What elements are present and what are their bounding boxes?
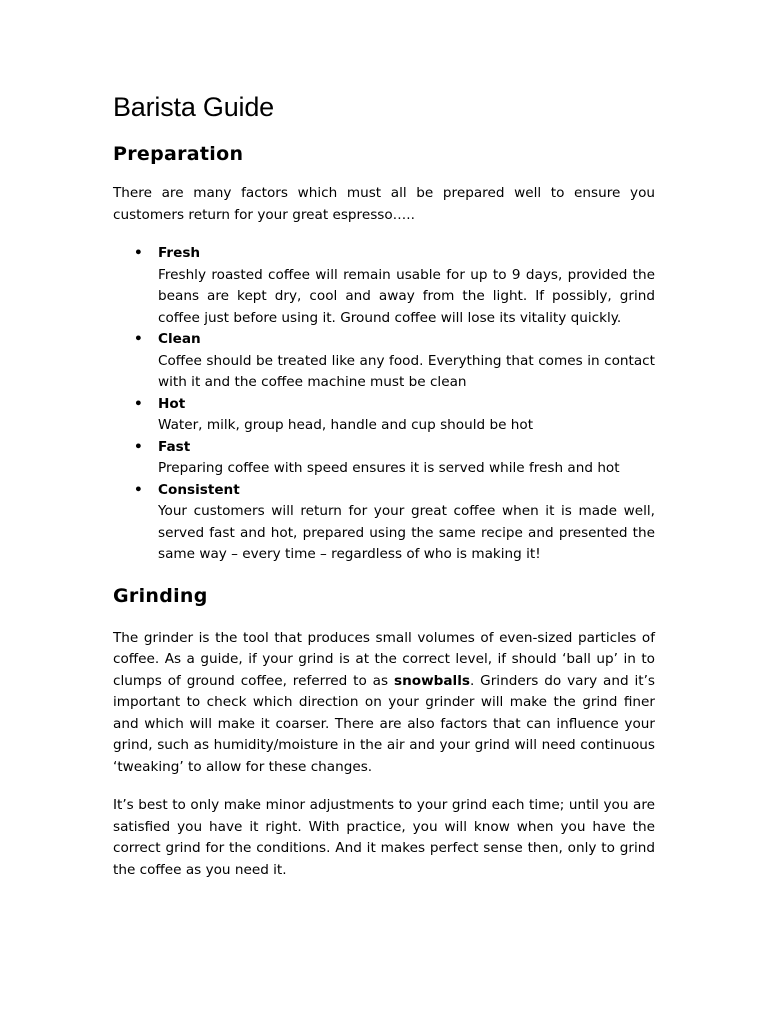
bullet-icon: • — [134, 395, 143, 412]
list-item-title: Fresh — [158, 245, 201, 261]
bullet-icon: • — [134, 438, 143, 455]
list-item-title: Consistent — [158, 481, 240, 498]
preparation-list — [113, 243, 655, 566]
grinding-heading: Grinding — [113, 584, 208, 607]
bullet-icon: • — [134, 481, 143, 498]
grinding-text-after: . Grinders do vary and it’s important to check which direction on your grinder will make the grind finer and which will make it coarser. There are also factors that can influence your grind, such as humidity/moisture in the air and your grind will need continuous ‘tweaking’ to allow for these changes. — [113, 672, 655, 775]
bullet-icon: • — [134, 245, 143, 261]
grinding-text-before: The grinder is the tool that produces small volumes of even-sized particles of coffee. As a guide, if your grind is at the correct level, if should ‘ball up’ in to clumps of ground coffee, referred to as — [113, 629, 655, 689]
list-item-hot — [113, 394, 655, 437]
list-item-title: Clean — [158, 331, 201, 347]
preparation-intro: There are many factors which must all be prepared well to ensure you customers return for your great espresso….. — [113, 185, 655, 223]
list-item-body: Preparing coffee with speed ensures it is served while fresh and hot — [158, 460, 620, 476]
list-item-fast — [113, 437, 655, 480]
list-item-body: Your customers will return for your great coffee when it is made well, served fast and hot, prepared using the same recipe and presented the same way – every time – regardless of who is making it! — [158, 503, 655, 562]
document-title: Barista Guide — [113, 92, 274, 122]
preparation-heading: Preparation — [113, 143, 244, 165]
list-item-fresh — [113, 243, 655, 329]
list-item-title: Hot — [158, 395, 186, 412]
bullet-icon: • — [134, 331, 143, 347]
list-item-body: Water, milk, group head, handle and cup should be hot — [158, 417, 534, 433]
snowballs-term: snowballs — [393, 672, 470, 689]
list-item-body: Freshly roasted coffee will remain usable for up to 9 days, provided the beans are kept dry, cool and away from the light. If possibly, grind coffee just before using it. Ground coffee will lose its vitality quickly. — [158, 266, 655, 326]
grinding-paragraph-2: It’s best to only make minor adjustments to your grind each time; until you are satisfied you have it right. With practice, you will know when you have the correct grind for the conditions. And it makes perfect sense then, only to grind the coffee as you need it. — [113, 797, 655, 878]
list-item-title: Fast — [158, 438, 191, 455]
list-item-clean — [113, 329, 655, 394]
grinding-paragraph-1 — [113, 628, 655, 779]
document-page — [113, 88, 655, 881]
list-item-body: Coffee should be treated like any food. Everything that comes in contact with it and the coffee machine must be clean — [158, 352, 655, 390]
list-item-consistent — [113, 480, 655, 566]
